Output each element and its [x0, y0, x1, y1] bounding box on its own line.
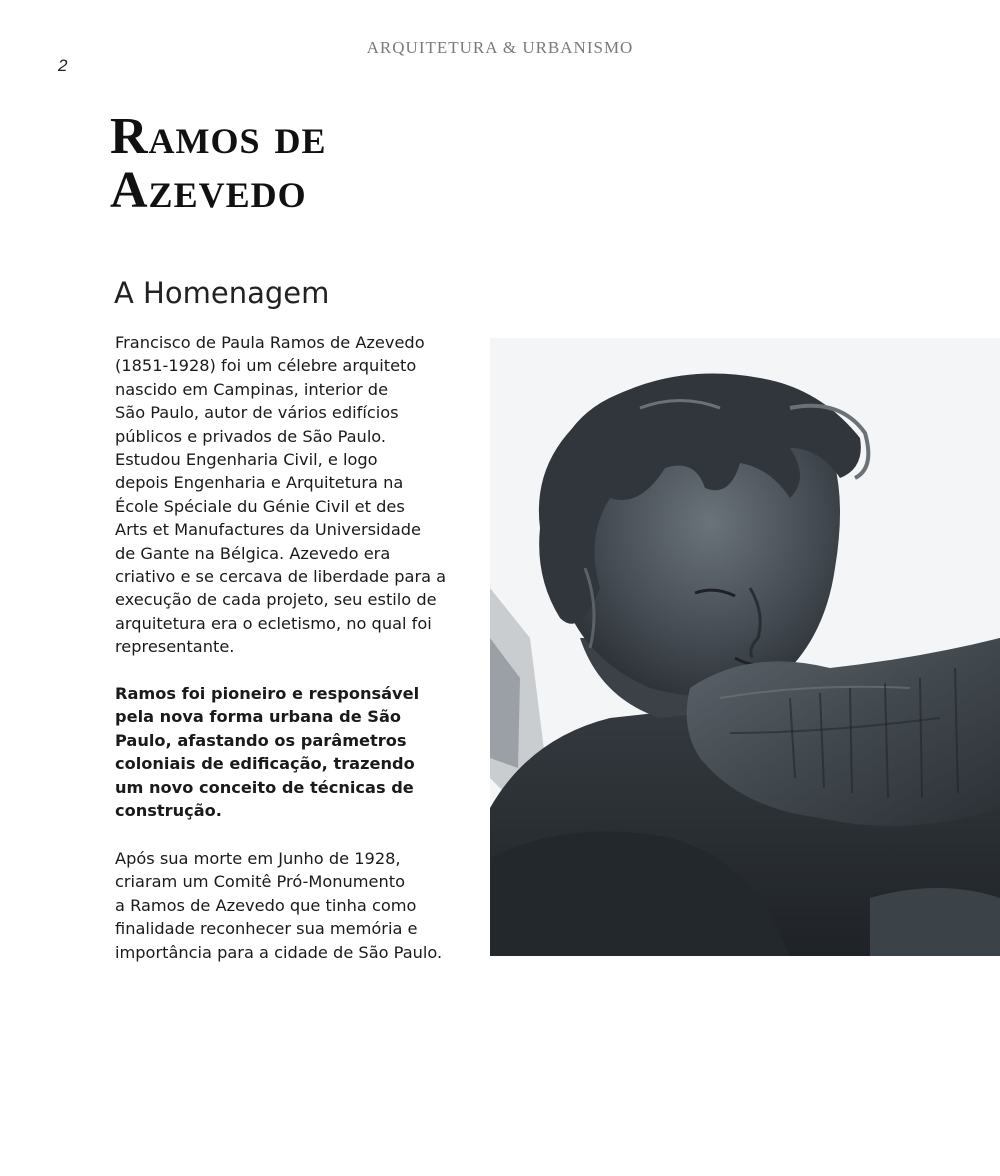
text-line: públicos e privados de São Paulo. [115, 426, 387, 446]
text-line: finalidade reconhecer sua memória e [115, 919, 418, 939]
text-line: (1851-1928) foi um célebre arquiteto [115, 356, 417, 376]
paragraph-monument [115, 847, 455, 964]
text-line: criativo e se cercava de liberdade para a [115, 567, 447, 587]
paragraph-intro [115, 331, 455, 659]
text-line: nascido em Campinas, interior de [115, 379, 389, 399]
statue-photo [490, 338, 1000, 956]
text-line: Ramos foi pioneiro e responsável [115, 684, 420, 703]
text-line: Estudou Engenharia Civil, e logo [115, 450, 378, 470]
title-line-2: Azevedo [110, 162, 307, 219]
article-title [110, 110, 327, 218]
running-head: ARQUITETURA & URBANISMO [366, 38, 634, 57]
text-line: importância para a cidade de São Paulo. [115, 942, 443, 962]
text-line: Após sua morte em Junho de 1928, [115, 849, 401, 868]
text-line: representante. [115, 637, 235, 657]
text-line: arquitetura era o ecletismo, no qual foi [115, 613, 432, 633]
page-number: 2 [58, 56, 68, 75]
text-line: École Spéciale du Génie Civil et des [115, 496, 405, 516]
text-line: Arts et Manufactures da Universidade [115, 520, 421, 540]
text-line: de Gante na Bélgica. Azevedo era [115, 543, 391, 563]
text-line: pela nova forma urbana de São [115, 707, 402, 727]
text-line: execução de cada projeto, seu estilo de [115, 590, 437, 610]
text-line: coloniais de edificação, trazendo [115, 754, 415, 774]
text-line: criaram um Comitê Pró-Monumento [115, 872, 406, 892]
text-line: a Ramos de Azevedo que tinha como [115, 895, 417, 915]
text-line: Francisco de Paula Ramos de Azevedo [115, 333, 425, 352]
text-line: construção. [115, 801, 222, 821]
paragraph-highlight [115, 682, 455, 822]
text-line: Paulo, afastando os parâmetros [115, 730, 407, 750]
article-subtitle: A Homenagem [114, 276, 330, 310]
title-line-1: Ramos de [110, 108, 327, 165]
text-line: um novo conceito de técnicas de [115, 777, 414, 797]
text-line: depois Engenharia e Arquitetura na [115, 473, 404, 493]
text-line: São Paulo, autor de vários edifícios [115, 403, 399, 423]
